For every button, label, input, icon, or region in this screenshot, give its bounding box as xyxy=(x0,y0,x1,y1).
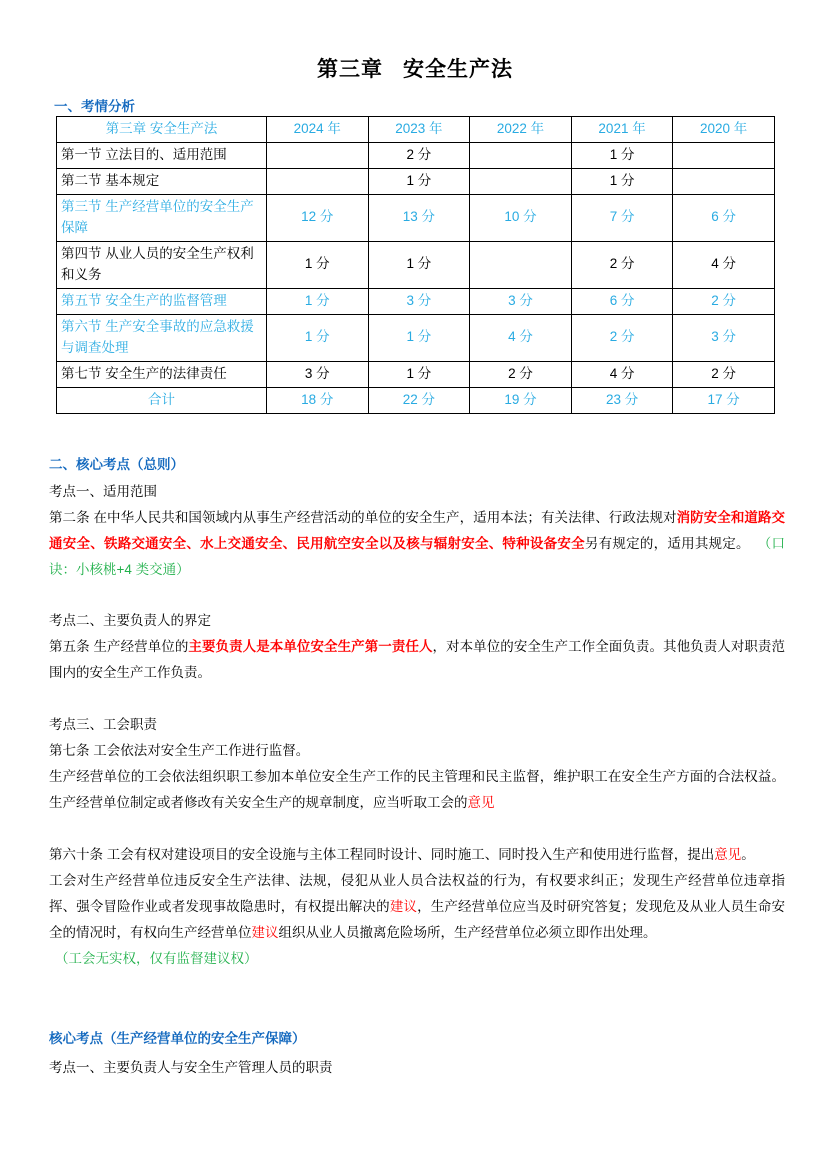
kaoqing-table-wrap xyxy=(56,116,774,414)
point-1-title: 考点一、适用范围 xyxy=(49,484,157,499)
paragraph-highlight-2: 建议 xyxy=(251,925,279,940)
article-label: 第七条 xyxy=(49,743,90,758)
row-value: 2 分 xyxy=(673,361,775,387)
row-value: 3 分 xyxy=(673,314,775,361)
row-name: 第四节 从业人员的安全生产权利和义务 xyxy=(57,241,267,288)
row-value: 3 分 xyxy=(368,288,470,314)
point-3-article-7 xyxy=(49,738,785,764)
article-text-highlight: 意见 xyxy=(714,847,742,862)
row-value: 2 分 xyxy=(571,314,673,361)
article-text-highlight: 消防安全和道路交通安全、铁路交通安全、水上交通安全、民用航空安全以及核与辐射安全、特种设备安全 xyxy=(49,510,785,551)
table-row xyxy=(57,169,775,195)
total-value: 19 分 xyxy=(470,387,572,413)
point-1-article xyxy=(49,505,785,583)
union-rights-paragraph xyxy=(49,868,785,946)
core-point-2-block xyxy=(49,608,785,686)
row-value xyxy=(470,143,572,169)
row-name: 第二节 基本规定 xyxy=(57,169,267,195)
row-value: 7 分 xyxy=(571,195,673,242)
table-row xyxy=(57,314,775,361)
article-text-a: 生产经营单位的 xyxy=(93,639,189,654)
total-value: 17 分 xyxy=(673,387,775,413)
table-header-year-2023: 2023 年 xyxy=(368,117,470,143)
article-text-b: 另有规定的，适用其规定。 xyxy=(584,536,750,551)
row-name: 第五节 安全生产的监督管理 xyxy=(57,288,267,314)
table-row xyxy=(57,241,775,288)
row-name: 第七节 安全生产的法律责任 xyxy=(57,361,267,387)
section-heading-core-points: 二、核心考点（总则） xyxy=(49,457,184,472)
row-value xyxy=(470,169,572,195)
row-value: 1 分 xyxy=(571,143,673,169)
row-value: 1 分 xyxy=(267,241,369,288)
union-note-text: （工会无实权，仅有监督建议权） xyxy=(55,951,258,966)
core-point-block-final xyxy=(49,1055,785,1081)
section-heading-core-points-2: 核心考点（生产经营单位的安全生产保障） xyxy=(49,1031,306,1046)
row-value: 2 分 xyxy=(571,241,673,288)
row-value: 1 分 xyxy=(267,288,369,314)
point-3-paragraph-2 xyxy=(49,764,785,816)
row-value xyxy=(673,169,775,195)
table-total-row xyxy=(57,387,775,413)
core-point-3-block xyxy=(49,712,785,816)
point-2-title: 考点二、主要负责人的界定 xyxy=(49,613,211,628)
article-line-1: 工会依法对安全生产工作进行监督。 xyxy=(93,743,310,758)
table-header-year-2020: 2020 年 xyxy=(673,117,775,143)
page-title xyxy=(0,0,830,82)
total-label: 合计 xyxy=(57,387,267,413)
article-text-highlight: 主要负责人是本单位安全生产第一责任人 xyxy=(188,639,433,654)
total-value: 18 分 xyxy=(267,387,369,413)
row-value xyxy=(673,143,775,169)
article-text-b: ，对本单位的安全生产工作全面负责。其他负责人对职责范围内的安全生产工作负责。 xyxy=(49,639,785,680)
point-2-article xyxy=(49,634,785,686)
row-value: 6 分 xyxy=(571,288,673,314)
row-value: 1 分 xyxy=(368,241,470,288)
article-60-paragraph xyxy=(49,842,785,868)
row-value: 4 分 xyxy=(673,241,775,288)
row-value: 1 分 xyxy=(571,169,673,195)
row-name: 第一节 立法目的、适用范围 xyxy=(57,143,267,169)
row-value: 2 分 xyxy=(673,288,775,314)
table-header-year-2022: 2022 年 xyxy=(470,117,572,143)
row-value: 4 分 xyxy=(470,314,572,361)
paragraph-text: 生产经营单位的工会依法组织职工参加本单位安全生产工作的民主管理和民主监督，维护职工在安全生产方面的合法权益。生产经营单位制定或者修改有关安全生产的规章制度，应当听取工会的 xyxy=(49,769,785,810)
paragraph-text-a: 工会对生产经营单位违反安全生产法律、法规，侵犯从业人员合法权益的行为，有权要求纠正；发现生产经营单位违章指挥、强令冒险作业或者发现事故隐患时，有权提出解决的 xyxy=(49,873,785,914)
mnemonic-note: （口诀：小核桃+4 类交通） xyxy=(49,536,786,577)
core-point-1-block xyxy=(49,479,785,583)
row-value xyxy=(267,169,369,195)
row-name: 第三节 生产经营单位的安全生产保障 xyxy=(57,195,267,242)
table-header-year-2021: 2021 年 xyxy=(571,117,673,143)
table-row xyxy=(57,143,775,169)
paragraph-highlight: 意见 xyxy=(467,795,495,810)
article-text-a: 工会有权对建设项目的安全设施与主体工程同时设计、同时施工、同时投入生产和使用进行监督，提出 xyxy=(106,847,715,862)
table-header-name: 第三章 安全生产法 xyxy=(57,117,267,143)
row-value: 3 分 xyxy=(267,361,369,387)
row-value: 12 分 xyxy=(267,195,369,242)
article-label: 第二条 xyxy=(49,510,90,525)
row-value: 4 分 xyxy=(571,361,673,387)
total-value: 23 分 xyxy=(571,387,673,413)
union-note xyxy=(49,946,785,972)
paragraph-highlight-1: 建议 xyxy=(389,899,418,914)
paragraph-text-c: 组织从业人员撤离危险场所，生产经营单位必须立即作出处理。 xyxy=(278,925,657,940)
row-value: 1 分 xyxy=(267,314,369,361)
table-header-year-2024: 2024 年 xyxy=(267,117,369,143)
row-value: 1 分 xyxy=(368,169,470,195)
row-value: 13 分 xyxy=(368,195,470,242)
row-value: 3 分 xyxy=(470,288,572,314)
table-header-row xyxy=(57,117,775,143)
kaoqing-analysis-table xyxy=(56,116,775,414)
paragraph-text-b: ，生产经营单位应当及时研究答复；发现危及从业人员生命安全的情况时，有权向生产经营单位 xyxy=(49,899,786,940)
row-value: 10 分 xyxy=(470,195,572,242)
core-point-3-article-60-block xyxy=(49,842,785,972)
page-title-chapter: 第三章 xyxy=(317,58,383,81)
table-row xyxy=(57,288,775,314)
article-text-b: 。 xyxy=(741,847,755,862)
section-heading-kaoqing: 一、考情分析 xyxy=(54,99,135,114)
row-value: 2 分 xyxy=(368,143,470,169)
article-text-a: 在中华人民共和国领域内从事生产经营活动的单位的安全生产，适用本法；有关法律、行政法规对 xyxy=(93,510,677,525)
row-value: 2 分 xyxy=(470,361,572,387)
row-value: 1 分 xyxy=(368,314,470,361)
article-label: 第五条 xyxy=(49,639,90,654)
row-value xyxy=(470,241,572,288)
row-name: 第六节 生产安全事故的应急救援与调查处理 xyxy=(57,314,267,361)
article-label: 第六十条 xyxy=(49,847,103,862)
page-title-name: 安全生产法 xyxy=(403,58,513,81)
row-value xyxy=(267,143,369,169)
table-row xyxy=(57,195,775,242)
point-3-title: 考点三、工会职责 xyxy=(49,717,157,732)
row-value: 1 分 xyxy=(368,361,470,387)
final-point-title: 考点一、主要负责人与安全生产管理人员的职责 xyxy=(49,1060,333,1075)
row-value: 6 分 xyxy=(673,195,775,242)
total-value: 22 分 xyxy=(368,387,470,413)
table-row xyxy=(57,361,775,387)
